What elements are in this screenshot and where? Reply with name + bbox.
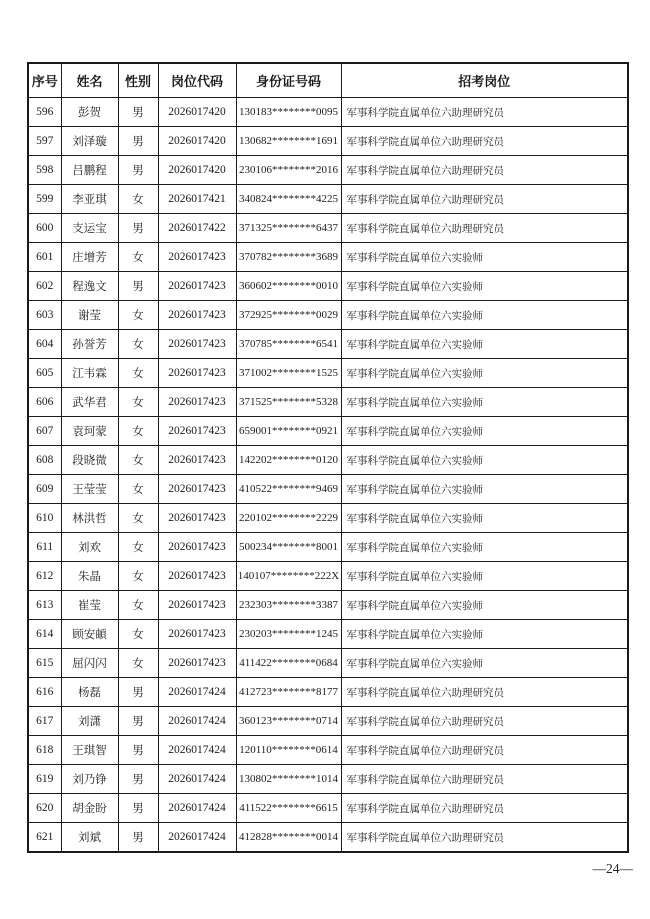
- cell-gender: 男: [118, 794, 158, 823]
- table-row: [28, 127, 628, 156]
- table-row: [28, 678, 628, 707]
- cell-position: 军事科学院直属单位六助理研究员: [341, 794, 628, 823]
- cell-position: 军事科学院直属单位六助理研究员: [341, 98, 628, 127]
- cell-job-code: 2026017423: [158, 359, 236, 388]
- table-row: [28, 272, 628, 301]
- cell-job-code: 2026017420: [158, 156, 236, 185]
- col-header-name: 姓名: [61, 63, 118, 98]
- cell-position: 军事科学院直属单位六实验师: [341, 359, 628, 388]
- cell-name: 朱晶: [61, 562, 118, 591]
- cell-name: 王琪智: [61, 736, 118, 765]
- table-row: [28, 417, 628, 446]
- table-row: [28, 765, 628, 794]
- cell-name: 袁珂蒙: [61, 417, 118, 446]
- cell-seq-number: 605: [28, 359, 61, 388]
- cell-gender: 女: [118, 301, 158, 330]
- col-header-seq-number: 序号: [28, 63, 61, 98]
- cell-id-number: 232303********3387: [236, 591, 341, 620]
- page-number: —24—: [592, 861, 633, 876]
- cell-seq-number: 600: [28, 214, 61, 243]
- cell-name: 胡金盼: [61, 794, 118, 823]
- cell-position: 军事科学院直属单位六实验师: [341, 417, 628, 446]
- cell-gender: 男: [118, 765, 158, 794]
- table-row: [28, 620, 628, 649]
- cell-seq-number: 619: [28, 765, 61, 794]
- cell-seq-number: 618: [28, 736, 61, 765]
- cell-position: 军事科学院直属单位六实验师: [341, 243, 628, 272]
- table-row: [28, 823, 628, 853]
- cell-position: 军事科学院直属单位六实验师: [341, 301, 628, 330]
- cell-gender: 女: [118, 243, 158, 272]
- cell-gender: 女: [118, 359, 158, 388]
- cell-name: 刘乃铮: [61, 765, 118, 794]
- cell-job-code: 2026017424: [158, 678, 236, 707]
- cell-seq-number: 613: [28, 591, 61, 620]
- cell-seq-number: 608: [28, 446, 61, 475]
- cell-gender: 女: [118, 649, 158, 678]
- cell-id-number: 230106********2016: [236, 156, 341, 185]
- recruitment-roster-table: [27, 62, 629, 853]
- cell-name: 刘欢: [61, 533, 118, 562]
- cell-id-number: 370785********6541: [236, 330, 341, 359]
- table-header-row: [28, 63, 628, 98]
- cell-gender: 女: [118, 388, 158, 417]
- cell-id-number: 370782********3689: [236, 243, 341, 272]
- cell-gender: 男: [118, 127, 158, 156]
- cell-job-code: 2026017424: [158, 823, 236, 853]
- col-header-position: 招考岗位: [341, 63, 628, 98]
- cell-name: 林洪哲: [61, 504, 118, 533]
- cell-job-code: 2026017421: [158, 185, 236, 214]
- table-row: [28, 475, 628, 504]
- cell-position: 军事科学院直属单位六实验师: [341, 475, 628, 504]
- col-header-gender: 性别: [118, 63, 158, 98]
- table-row: [28, 330, 628, 359]
- cell-id-number: 360123********0714: [236, 707, 341, 736]
- cell-seq-number: 607: [28, 417, 61, 446]
- cell-seq-number: 603: [28, 301, 61, 330]
- cell-id-number: 120110********0614: [236, 736, 341, 765]
- cell-seq-number: 616: [28, 678, 61, 707]
- cell-job-code: 2026017423: [158, 243, 236, 272]
- cell-job-code: 2026017423: [158, 533, 236, 562]
- table-row: [28, 359, 628, 388]
- cell-job-code: 2026017423: [158, 272, 236, 301]
- cell-job-code: 2026017422: [158, 214, 236, 243]
- cell-position: 军事科学院直属单位六实验师: [341, 272, 628, 301]
- cell-id-number: 411422********0684: [236, 649, 341, 678]
- cell-name: 崔莹: [61, 591, 118, 620]
- cell-seq-number: 609: [28, 475, 61, 504]
- cell-job-code: 2026017424: [158, 736, 236, 765]
- cell-gender: 女: [118, 591, 158, 620]
- cell-position: 军事科学院直属单位六助理研究员: [341, 214, 628, 243]
- cell-seq-number: 610: [28, 504, 61, 533]
- cell-name: 孙誉芳: [61, 330, 118, 359]
- cell-gender: 女: [118, 330, 158, 359]
- cell-id-number: 230203********1245: [236, 620, 341, 649]
- cell-gender: 男: [118, 98, 158, 127]
- cell-gender: 男: [118, 678, 158, 707]
- cell-name: 刘泽璇: [61, 127, 118, 156]
- table-row: [28, 214, 628, 243]
- cell-job-code: 2026017424: [158, 765, 236, 794]
- cell-name: 吕鹏程: [61, 156, 118, 185]
- table-row: [28, 591, 628, 620]
- table-row: [28, 649, 628, 678]
- cell-seq-number: 602: [28, 272, 61, 301]
- table-row: [28, 504, 628, 533]
- cell-job-code: 2026017423: [158, 417, 236, 446]
- cell-seq-number: 620: [28, 794, 61, 823]
- table-row: [28, 562, 628, 591]
- cell-id-number: 340824********4225: [236, 185, 341, 214]
- table-row: [28, 243, 628, 272]
- cell-seq-number: 598: [28, 156, 61, 185]
- cell-name: 程逸文: [61, 272, 118, 301]
- cell-name: 顾安頔: [61, 620, 118, 649]
- cell-gender: 男: [118, 214, 158, 243]
- cell-name: 刘斌: [61, 823, 118, 853]
- cell-name: 王莹莹: [61, 475, 118, 504]
- cell-position: 军事科学院直属单位六助理研究员: [341, 765, 628, 794]
- cell-position: 军事科学院直属单位六实验师: [341, 533, 628, 562]
- cell-gender: 男: [118, 736, 158, 765]
- cell-job-code: 2026017420: [158, 98, 236, 127]
- cell-job-code: 2026017423: [158, 591, 236, 620]
- table-row: [28, 156, 628, 185]
- cell-seq-number: 615: [28, 649, 61, 678]
- cell-gender: 女: [118, 185, 158, 214]
- cell-name: 庄增芳: [61, 243, 118, 272]
- cell-seq-number: 597: [28, 127, 61, 156]
- cell-job-code: 2026017423: [158, 562, 236, 591]
- table-row: [28, 185, 628, 214]
- cell-id-number: 659001********0921: [236, 417, 341, 446]
- cell-id-number: 410522********9469: [236, 475, 341, 504]
- cell-position: 军事科学院直属单位六实验师: [341, 620, 628, 649]
- cell-seq-number: 596: [28, 98, 61, 127]
- cell-job-code: 2026017423: [158, 504, 236, 533]
- cell-job-code: 2026017424: [158, 794, 236, 823]
- cell-job-code: 2026017423: [158, 301, 236, 330]
- cell-gender: 男: [118, 156, 158, 185]
- cell-gender: 女: [118, 446, 158, 475]
- cell-position: 军事科学院直属单位六助理研究员: [341, 736, 628, 765]
- cell-seq-number: 601: [28, 243, 61, 272]
- cell-name: 武华君: [61, 388, 118, 417]
- table-row: [28, 446, 628, 475]
- cell-name: 杨磊: [61, 678, 118, 707]
- cell-name: 支运宝: [61, 214, 118, 243]
- cell-position: 军事科学院直属单位六实验师: [341, 330, 628, 359]
- cell-id-number: 412723********8177: [236, 678, 341, 707]
- cell-name: 屈闪闪: [61, 649, 118, 678]
- cell-id-number: 130802********1014: [236, 765, 341, 794]
- cell-position: 军事科学院直属单位六助理研究员: [341, 678, 628, 707]
- cell-id-number: 130682********1691: [236, 127, 341, 156]
- cell-gender: 男: [118, 707, 158, 736]
- table-row: [28, 533, 628, 562]
- cell-position: 军事科学院直属单位六实验师: [341, 388, 628, 417]
- table-row: [28, 388, 628, 417]
- cell-name: 谢莹: [61, 301, 118, 330]
- cell-name: 彭贺: [61, 98, 118, 127]
- cell-name: 江韦霖: [61, 359, 118, 388]
- cell-seq-number: 599: [28, 185, 61, 214]
- cell-gender: 女: [118, 417, 158, 446]
- cell-position: 军事科学院直属单位六实验师: [341, 446, 628, 475]
- cell-position: 军事科学院直属单位六助理研究员: [341, 185, 628, 214]
- cell-gender: 女: [118, 504, 158, 533]
- cell-id-number: 140107********222X: [236, 562, 341, 591]
- cell-id-number: 220102********2229: [236, 504, 341, 533]
- col-header-id-number: 身份证号码: [236, 63, 341, 98]
- cell-gender: 女: [118, 475, 158, 504]
- cell-position: 军事科学院直属单位六助理研究员: [341, 127, 628, 156]
- cell-position: 军事科学院直属单位六实验师: [341, 649, 628, 678]
- cell-id-number: 371002********1525: [236, 359, 341, 388]
- cell-seq-number: 612: [28, 562, 61, 591]
- cell-gender: 女: [118, 562, 158, 591]
- cell-gender: 女: [118, 620, 158, 649]
- cell-position: 军事科学院直属单位六实验师: [341, 562, 628, 591]
- cell-seq-number: 611: [28, 533, 61, 562]
- cell-gender: 女: [118, 533, 158, 562]
- cell-id-number: 371325********6437: [236, 214, 341, 243]
- cell-id-number: 412828********0014: [236, 823, 341, 853]
- cell-id-number: 411522********6615: [236, 794, 341, 823]
- cell-id-number: 360602********0010: [236, 272, 341, 301]
- col-header-job-code: 岗位代码: [158, 63, 236, 98]
- table-row: [28, 736, 628, 765]
- cell-job-code: 2026017423: [158, 446, 236, 475]
- cell-seq-number: 614: [28, 620, 61, 649]
- cell-name: 刘潇: [61, 707, 118, 736]
- cell-job-code: 2026017423: [158, 620, 236, 649]
- cell-seq-number: 617: [28, 707, 61, 736]
- cell-seq-number: 621: [28, 823, 61, 853]
- cell-job-code: 2026017420: [158, 127, 236, 156]
- table-row: [28, 98, 628, 127]
- cell-name: 李亚琪: [61, 185, 118, 214]
- cell-gender: 男: [118, 823, 158, 853]
- cell-position: 军事科学院直属单位六实验师: [341, 504, 628, 533]
- cell-name: 段晓微: [61, 446, 118, 475]
- table-row: [28, 794, 628, 823]
- cell-position: 军事科学院直属单位六助理研究员: [341, 156, 628, 185]
- cell-position: 军事科学院直属单位六实验师: [341, 591, 628, 620]
- cell-job-code: 2026017423: [158, 330, 236, 359]
- cell-position: 军事科学院直属单位六助理研究员: [341, 823, 628, 853]
- cell-job-code: 2026017423: [158, 649, 236, 678]
- cell-job-code: 2026017423: [158, 475, 236, 504]
- cell-id-number: 142202********0120: [236, 446, 341, 475]
- cell-job-code: 2026017423: [158, 388, 236, 417]
- table-row: [28, 301, 628, 330]
- table-row: [28, 707, 628, 736]
- cell-seq-number: 606: [28, 388, 61, 417]
- cell-gender: 男: [118, 272, 158, 301]
- cell-id-number: 500234********8001: [236, 533, 341, 562]
- cell-position: 军事科学院直属单位六助理研究员: [341, 707, 628, 736]
- cell-id-number: 130183********0095: [236, 98, 341, 127]
- cell-id-number: 371525********5328: [236, 388, 341, 417]
- cell-seq-number: 604: [28, 330, 61, 359]
- cell-id-number: 372925********0029: [236, 301, 341, 330]
- cell-job-code: 2026017424: [158, 707, 236, 736]
